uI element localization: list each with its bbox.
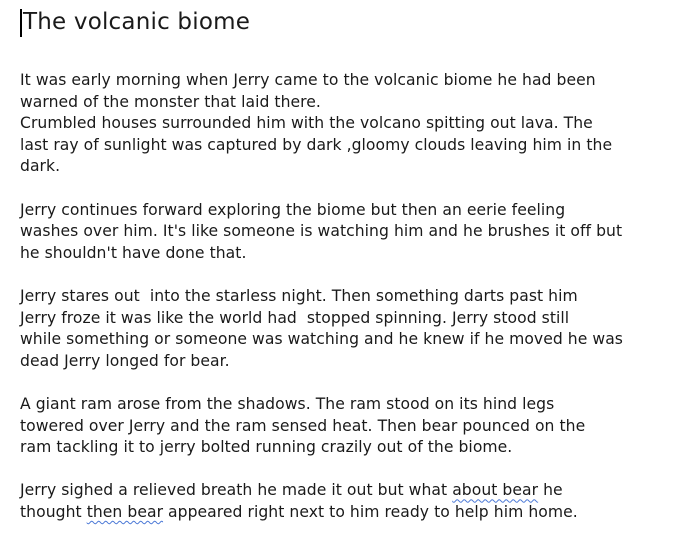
spellcheck-flagged-text[interactable]: about bear (452, 481, 539, 500)
text-line: warned of the monster that laid there. (20, 92, 321, 111)
text-line (20, 502, 688, 524)
text-segment: thought (20, 502, 87, 521)
text-segment: he (538, 481, 563, 500)
text-line: towered over Jerry and the ram sensed heat. Then bear pounced on the (20, 416, 586, 435)
text-line: while something or someone was watching and he knew if he moved he was (20, 330, 623, 349)
title-row (20, 6, 688, 38)
document-body[interactable] (20, 70, 688, 523)
text-line (20, 480, 688, 502)
paragraph[interactable] (20, 200, 688, 265)
text-line: Jerry continues forward exploring the biome but then an eerie feeling (20, 200, 566, 219)
text-line: A giant ram arose from the shadows. The ram stood on its hind legs (20, 394, 555, 413)
text-line: Jerry froze it was like the world had stopped spinning. Jerry stood still (20, 308, 570, 327)
text-segment: appeared right next to him ready to help him home. (163, 502, 578, 521)
spellcheck-flagged-text[interactable]: then bear (86, 502, 164, 521)
text-line: Crumbled houses surrounded him with the volcano spitting out lava. The (20, 114, 593, 133)
document-page[interactable] (20, 6, 688, 545)
paragraph[interactable] (20, 70, 688, 178)
text-line: dead Jerry longed for bear. (20, 351, 230, 370)
text-line: ram tackling it to jerry bolted running crazily out of the biome. (20, 438, 513, 457)
text-line: he shouldn't have done that. (20, 243, 247, 262)
text-segment: Jerry sighed a relieved breath he made it out but what (20, 481, 453, 500)
text-line: last ray of sunlight was captured by dark ,gloomy clouds leaving him in the (20, 135, 613, 154)
paragraph[interactable] (20, 286, 688, 372)
text-line: washes over him. It's like someone is watching him and he brushes it off but (20, 222, 623, 241)
document-title[interactable]: The volcanic biome (23, 9, 251, 35)
paragraph[interactable] (20, 480, 688, 523)
text-line: dark. (20, 157, 61, 176)
text-line: It was early morning when Jerry came to the volcanic biome he had been (20, 71, 596, 89)
paragraph[interactable] (20, 394, 688, 459)
text-line: Jerry stares out into the starless night. Then something darts past him (20, 286, 578, 305)
text-cursor (20, 9, 22, 37)
